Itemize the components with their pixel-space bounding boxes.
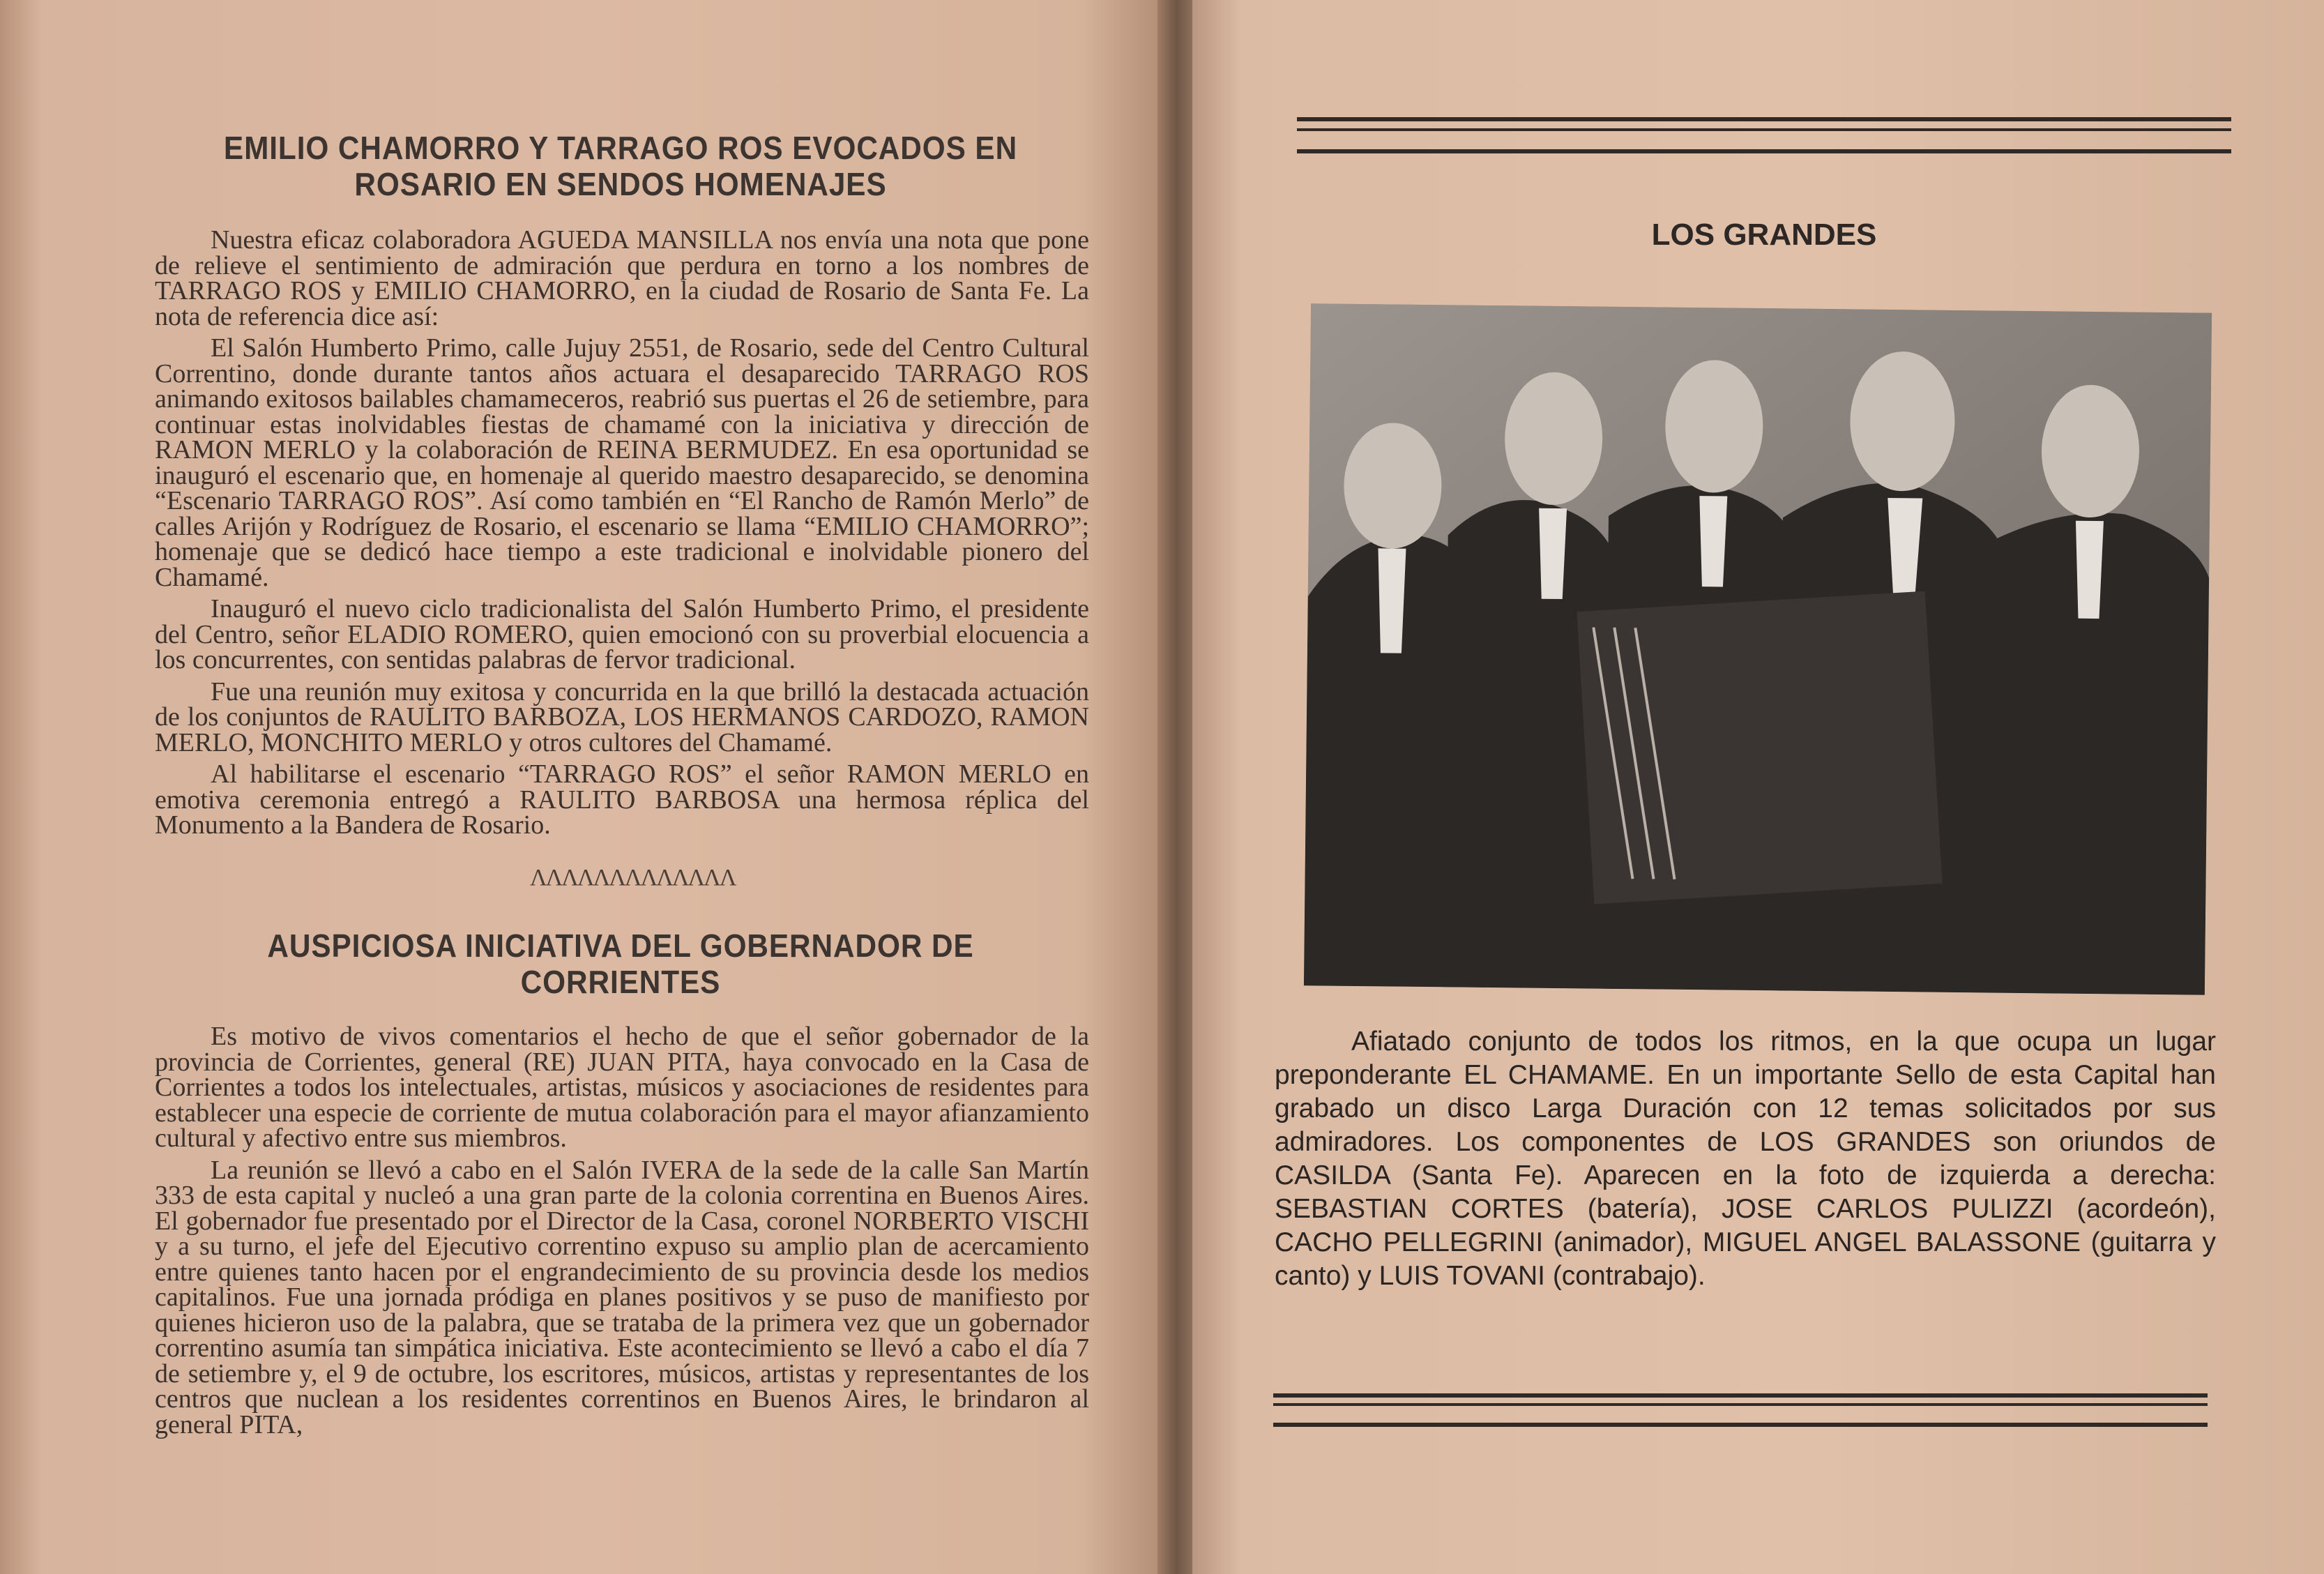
caption-text: Afiatado conjunto de todos los ritmos, en la que ocupa un lugar preponderante EL CHAMAME. En un importante Sello de esta Capital han grabado un disco Larga Duración con 12 temas solicitados por sus admiradores. Los componentes de LOS GRANDES son oriundos de CASILDA (Santa Fe). Aparecen en la foto de izquierda a derecha: SEBASTIAN CORTES (batería), JOSE CARLOS PULIZZI (acordeón), CACHO PELLEGRINI (animador), MIGUEL ANGEL BALASSONE (guitarra y canto) y LUIS TOVANI (contrabajo). (1275, 1027, 2216, 1291)
bottom-rule (1273, 1423, 2208, 1427)
article2-title: AUSPICIOSA INICIATIVA DEL GOBERNADOR DE CORRIENTES (267, 928, 974, 1000)
article1-title: EMILIO CHAMORRO Y TARRAGO ROS EVOCADOS EN ROSARIO EN SENDOS HOMENAJES (223, 130, 1018, 202)
paragraph: El Salón Humberto Primo, calle Jujuy 2551, de Rosario, sede del Centro Cultural Correntino, donde durante tantos años actuara el desaparecido TARRAGO ROS animando exitosos bailables chamameceros, reabrió sus puertas el 26 de setiembre, para continuar estas inolvidables fiestas de chamamé con la iniciativa y dirección de RAMON MERLO y la colaboración de REINA BERMUDEZ. En esa oportunidad se inauguró el escenario que, en homenaje al querido maestro desaparecido, se denomina “Escenario TARRAGO ROS”. Así como también en “El Rancho de Ramón Merlo” de calles Arijón y Rodríguez de Rosario, el escenario se llama “EMILIO CHAMORRO”; homenaje que se dedicó hace tiempo a este tradicional e inolvidable pionero del Chamamé. (155, 333, 1089, 592)
article2-body (155, 1024, 1089, 1444)
paragraph: Fue una reunión muy exitosa y concurrida en la que brilló la destacada actuación de los conjuntos de RAULITO BARBOZA, LOS HERMANOS CARDOZO, RAMON MERLO, MONCHITO MERLO y otros cultores del Chamamé. (155, 676, 1089, 757)
band-photo-image (1304, 303, 2212, 994)
top-rule (1297, 128, 2231, 131)
article1-body (155, 227, 1089, 845)
photo-caption (1275, 1025, 2216, 1293)
band-photo (1304, 303, 2212, 994)
paragraph: Inauguró el nuevo ciclo tradicionalista del Salón Humberto Primo, el presidente del Centro, señor ELADIO ROMERO, quien emocionó con su proverbial elocuencia a los concurrentes, con sentidas palabras de fervor tradicional. (155, 594, 1089, 674)
bottom-rule (1273, 1403, 2208, 1406)
separator-ornament: ΛΛΛΛΛΛΛΛΛΛΛΛΛ (530, 865, 736, 891)
paragraph: Nuestra eficaz colaboradora AGUEDA MANSILLA nos envía una nota que pone de relieve el sentimiento de admiración que perdura en torno a los nombres de TARRAGO ROS y EMILIO CHAMORRO, en la ciudad de Rosario de Santa Fe. La nota de referencia dice así: (155, 225, 1089, 331)
right-page-title: LOS GRANDES (1651, 218, 1877, 252)
paragraph: La reunión se llevó a cabo en el Salón IVERA de la sede de la calle San Martín 333 de esta capital y nucleó a una gran parte de la colonia correntina en Buenos Aires. El gobernador fue presentado por el Director de la Casa, coronel NORBERTO VISCHI y a su turno, el jefe del Ejecutivo correntino expuso su amplio plan de acercamiento entre quienes tanto hacen por el engrandecimiento de su provincia desde los medios capitalinos. Fue una jornada pródiga en planes positivos y se puso de manifiesto por quienes hicieron uso de la palabra, que se trataba de la primera vez que un gobernador correntino asumía tan simpática iniciativa. Este acontecimiento se llevó a cabo el día 7 de setiembre y, el 9 de octubre, los escritores, músicos, artistas y representantes de los centros que nuclean a los residentes correntinos en Buenos Aires, le brindaron al general PITA, (155, 1155, 1089, 1439)
paragraph: Es motivo de vivos comentarios el hecho de que el señor gobernador de la provincia de Corrientes, general (RE) JUAN PITA, haya convocado en la Casa de Corrientes a todos los intelectuales, artistas, músicos y asociaciones de residentes para establecer una especie de corriente de mutua colaboración para el mayor afianzamiento cultural y afectivo entre sus miembros. (155, 1022, 1089, 1153)
bottom-rule (1273, 1393, 2208, 1398)
top-rule (1297, 117, 2231, 121)
top-rule (1297, 149, 2231, 153)
paragraph: Al habilitarse el escenario “TARRAGO ROS” el señor RAMON MERLO en emotiva ceremonia entregó a RAULITO BARBOSA una hermosa réplica del Monumento a la Bandera de Rosario. (155, 759, 1089, 840)
